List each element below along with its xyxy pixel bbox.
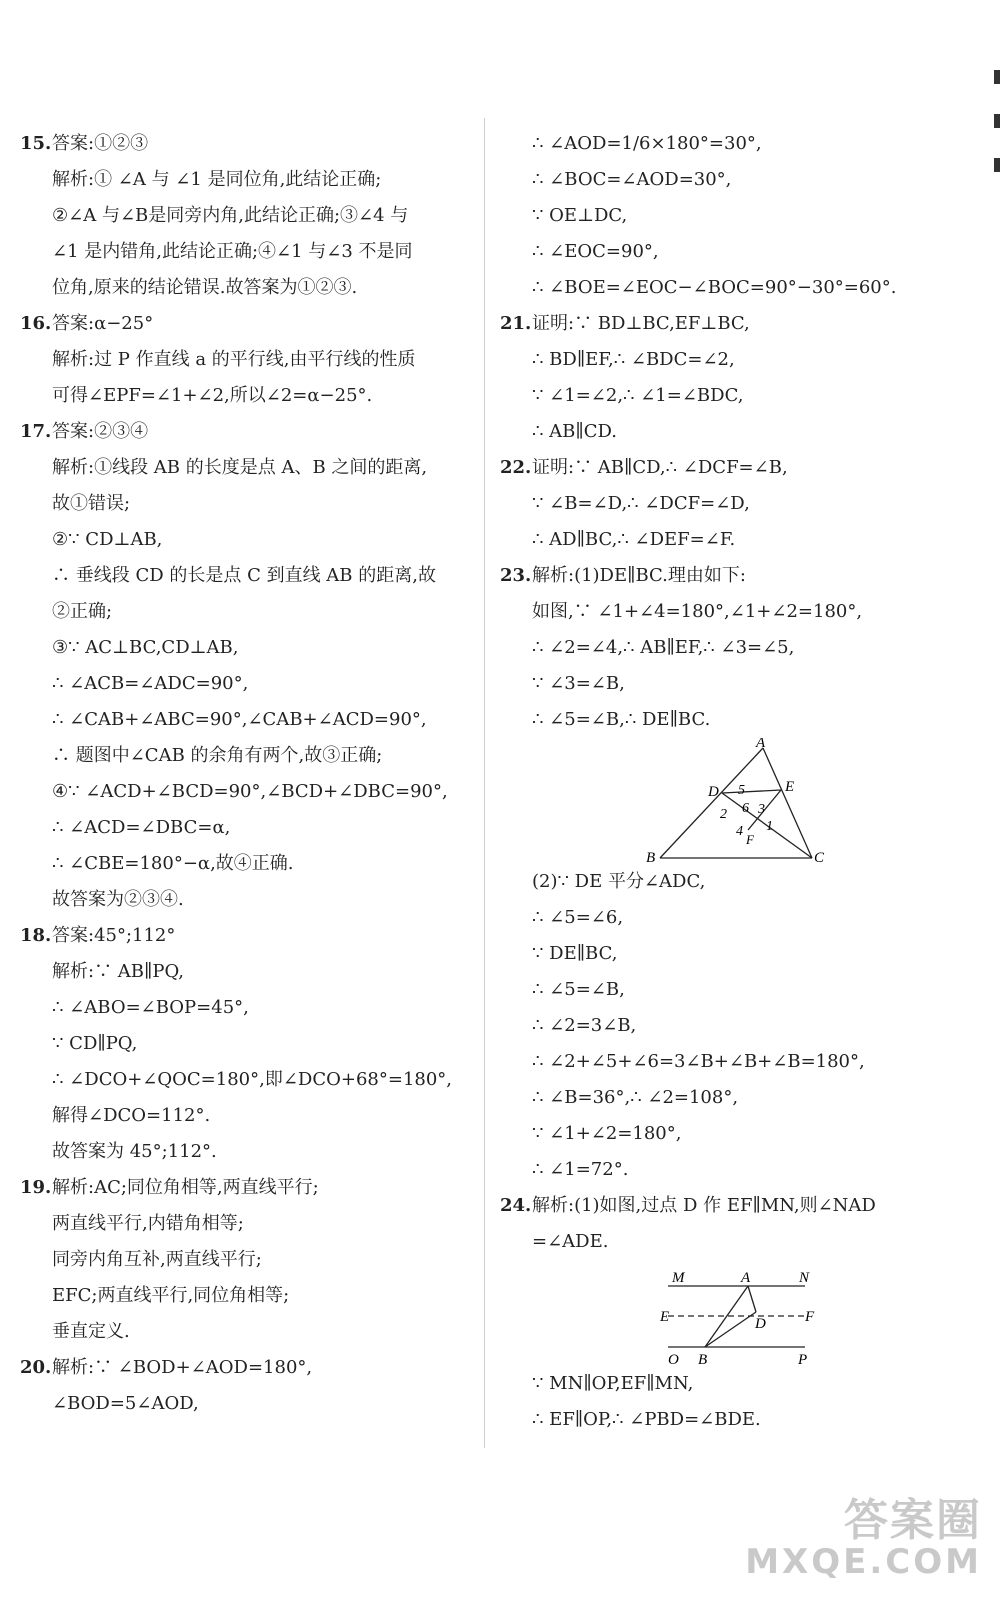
line-text: ∴ AB∥CD. [532,421,617,442]
line-text: ∴ AD∥BC,∴ ∠DEF=∠F. [532,529,736,550]
fig2-label-E: E [660,1309,670,1325]
question-line [20,918,470,954]
text-line [20,774,470,810]
question-line [20,414,470,450]
text-line [500,270,970,306]
line-text: ∵ DE∥BC, [532,943,618,964]
text-line [20,198,470,234]
page-edge-marks [994,70,1000,220]
fig1-angle-5: 5 [738,783,745,798]
line-text: ∴ ∠1=72°. [532,1159,629,1180]
line-text: ∵ MN∥OP,EF∥MN, [532,1373,694,1394]
question-number: 24. [500,1195,532,1216]
line-text: 可得∠EPF=∠1+∠2,所以∠2=α−25°. [52,385,373,406]
line-text: ∵ ∠1+∠2=180°, [532,1123,682,1144]
line-text: ∠BOD=5∠AOD, [52,1393,199,1414]
text-line [20,702,470,738]
line-text: ∴ 垂线段 CD 的长是点 C 到直线 AB 的距离,故 [52,565,436,586]
text-line [500,900,970,936]
fig2-label-D: D [755,1316,766,1332]
text-line [500,702,970,738]
line-text: ∴ ∠BOE=∠EOC−∠BOC=90°−30°=60°. [532,277,897,298]
right-column [500,126,970,1438]
text-line [500,1366,970,1402]
text-line [500,1402,970,1438]
text-line [20,738,470,774]
text-line [20,594,470,630]
line-text: ∴ ∠CAB+∠ABC=90°,∠CAB+∠ACD=90°, [52,709,427,730]
right-column-part-a [500,126,970,738]
triangle-figure [500,738,970,864]
fig1-angle-1: 1 [766,819,773,834]
text-line [500,162,970,198]
question-line [500,1188,970,1224]
fig1-label-B: B [646,850,656,864]
text-line [20,522,470,558]
line-text: 答案:①②③ [52,133,149,154]
line-text: 故答案为 45°;112°. [52,1141,217,1162]
text-line [500,594,970,630]
text-line [20,234,470,270]
text-line [500,1224,970,1260]
text-line [20,1278,470,1314]
question-number: 23. [500,565,532,586]
fig2-label-P: P [798,1352,808,1366]
line-text: ∴ ∠5=∠6, [532,907,624,928]
text-line [500,864,970,900]
text-line [20,1386,470,1422]
text-line [20,990,470,1026]
question-number: 20. [20,1357,52,1378]
text-line [500,234,970,270]
fig2-label-B: B [698,1352,708,1366]
line-text: ∴ ∠5=∠B,∴ DE∥BC. [532,709,711,730]
line-text: 解析:∵ ∠BOD+∠AOD=180°, [52,1357,313,1378]
line-text: ∴ 题图中∠CAB 的余角有两个,故③正确; [52,745,383,766]
line-text: ∴ ∠AOD=1/6×180°=30°, [532,133,762,154]
fig1-angle-4: 4 [736,824,743,839]
text-line [20,1026,470,1062]
line-text: 解析:① ∠A 与 ∠1 是同位角,此结论正确; [52,169,382,190]
text-line [500,1152,970,1188]
text-line [500,126,970,162]
line-text: ∴ ∠EOC=90°, [532,241,659,262]
question-number: 21. [500,313,532,334]
text-line [20,378,470,414]
text-line [20,1134,470,1170]
question-line [500,450,970,486]
text-line [20,810,470,846]
line-text: 垂直定义. [52,1321,130,1342]
fig1-label-C: C [814,850,825,864]
text-line [500,486,970,522]
question-line [500,558,970,594]
fig1-label-A: A [756,738,766,751]
line-text: 解析:∵ AB∥PQ, [52,961,185,982]
text-line [500,378,970,414]
line-text: ∴ ∠ABO=∠BOP=45°, [52,997,249,1018]
text-line [20,630,470,666]
fig1-label-F: F [746,832,754,847]
line-text: ∴ ∠BOC=∠AOD=30°, [532,169,732,190]
line-text: 答案:②③④ [52,421,149,442]
line-text: ∴ ∠CBE=180°−α,故④正确. [52,853,294,874]
line-text: ∴ ∠2=∠4,∴ AB∥EF,∴ ∠3=∠5, [532,637,795,658]
line-text: ∴ BD∥EF,∴ ∠BDC=∠2, [532,349,735,370]
fig1-angle-3: 3 [758,802,765,817]
line-text: 解得∠DCO=112°. [52,1105,211,1126]
text-line [20,1314,470,1350]
line-text: 故答案为②③④. [52,889,184,910]
parallel-lines-figure [500,1260,970,1366]
question-number: 18. [20,925,52,946]
fig2-label-O: O [668,1352,679,1366]
fig2-label-N: N [799,1270,810,1286]
question-number: 22. [500,457,532,478]
line-text: 解析:(1)如图,过点 D 作 EF∥MN,则∠NAD [532,1195,876,1216]
text-line [20,882,470,918]
line-text: ∴ ∠2=3∠B, [532,1015,637,1036]
text-line [500,630,970,666]
watermark-url: MXQE.COM [745,1542,982,1582]
line-text: 同旁内角互补,两直线平行; [52,1249,262,1270]
line-text: ∵ ∠B=∠D,∴ ∠DCF=∠D, [532,493,750,514]
question-line [20,1350,470,1386]
text-line [500,1044,970,1080]
text-line [20,558,470,594]
text-line [500,972,970,1008]
question-line [20,126,470,162]
text-line [500,198,970,234]
text-line [20,270,470,306]
line-text: =∠ADE. [532,1231,609,1252]
line-text: ③∵ AC⊥BC,CD⊥AB, [52,637,239,658]
line-text: ∴ ∠5=∠B, [532,979,625,1000]
line-text: ∵ ∠1=∠2,∴ ∠1=∠BDC, [532,385,744,406]
line-text: ∴ ∠ACB=∠ADC=90°, [52,673,249,694]
text-line [500,522,970,558]
question-number: 16. [20,313,52,334]
text-line [500,1008,970,1044]
fig2-label-M: M [672,1270,685,1286]
line-text: 证明:∵ BD⊥BC,EF⊥BC, [532,313,750,334]
line-text: 解析:(1)DE∥BC.理由如下: [532,565,746,586]
line-text: ∴ ∠B=36°,∴ ∠2=108°, [532,1087,739,1108]
question-line [20,1170,470,1206]
text-line [20,954,470,990]
text-line [20,450,470,486]
question-line [20,306,470,342]
line-text: ②∵ CD⊥AB, [52,529,163,550]
fig1-label-E: E [785,779,795,795]
fig1-angle-2: 2 [720,807,727,822]
line-text: 解析:AC;同位角相等,两直线平行; [52,1177,319,1198]
text-line [500,414,970,450]
line-text: ∵ ∠3=∠B, [532,673,625,694]
line-text: ∴ ∠ACD=∠DBC=α, [52,817,231,838]
line-text: ∴ EF∥OP,∴ ∠PBD=∠BDE. [532,1409,761,1430]
line-text: 位角,原来的结论错误.故答案为①②③. [52,277,358,298]
watermark [745,1484,982,1582]
line-text: ∵ OE⊥DC, [532,205,628,226]
line-text: ∴ ∠DCO+∠QOC=180°,即∠DCO+68°=180°, [52,1069,453,1090]
fig1-label-D: D [708,784,719,800]
line-text: 解析:过 P 作直线 a 的平行线,由平行线的性质 [52,349,416,370]
triangle-figure-svg [500,738,970,864]
column-divider [484,118,485,1448]
text-line [20,666,470,702]
text-line [500,1116,970,1152]
line-text: 答案:α−25° [52,313,154,334]
fig2-label-F: F [805,1309,815,1325]
right-column-part-b [500,864,970,1260]
text-line [20,1242,470,1278]
watermark-logo-text: 答案圈 [844,1495,982,1546]
text-line [500,342,970,378]
text-line [500,666,970,702]
line-text: 故①错误; [52,493,131,514]
right-column-part-c [500,1366,970,1438]
line-text: ∴ ∠2+∠5+∠6=3∠B+∠B+∠B=180°, [532,1051,865,1072]
line-text: ∵ CD∥PQ, [52,1033,138,1054]
line-text: 两直线平行,内错角相等; [52,1213,244,1234]
fig2-label-A: A [741,1270,751,1286]
question-number: 19. [20,1177,52,1198]
line-text: EFC;两直线平行,同位角相等; [52,1285,290,1306]
fig1-angle-6: 6 [742,801,749,816]
question-number: 15. [20,133,52,154]
line-text: ②正确; [52,601,113,622]
text-line [20,846,470,882]
text-line [20,1062,470,1098]
text-line [20,1206,470,1242]
line-text: 解析:①线段 AB 的长度是点 A、B 之间的距离, [52,457,428,478]
line-text: ④∵ ∠ACD+∠BCD=90°,∠BCD+∠DBC=90°, [52,781,448,802]
text-line [500,936,970,972]
question-number: 17. [20,421,52,442]
line-text: (2)∵ DE 平分∠ADC, [532,871,706,892]
text-line [20,162,470,198]
parallel-lines-figure-svg [500,1260,970,1366]
line-text: 如图,∵ ∠1+∠4=180°,∠1+∠2=180°, [532,601,863,622]
question-line [500,306,970,342]
line-text: 答案:45°;112° [52,925,176,946]
text-line [20,1098,470,1134]
line-text: 证明:∵ AB∥CD,∴ ∠DCF=∠B, [532,457,788,478]
text-line [20,342,470,378]
left-column [20,126,470,1422]
text-line [20,486,470,522]
text-line [500,1080,970,1116]
line-text: ②∠A 与∠B是同旁内角,此结论正确;③∠4 与 [52,205,409,226]
line-text: ∠1 是内错角,此结论正确;④∠1 与∠3 不是同 [52,241,413,262]
